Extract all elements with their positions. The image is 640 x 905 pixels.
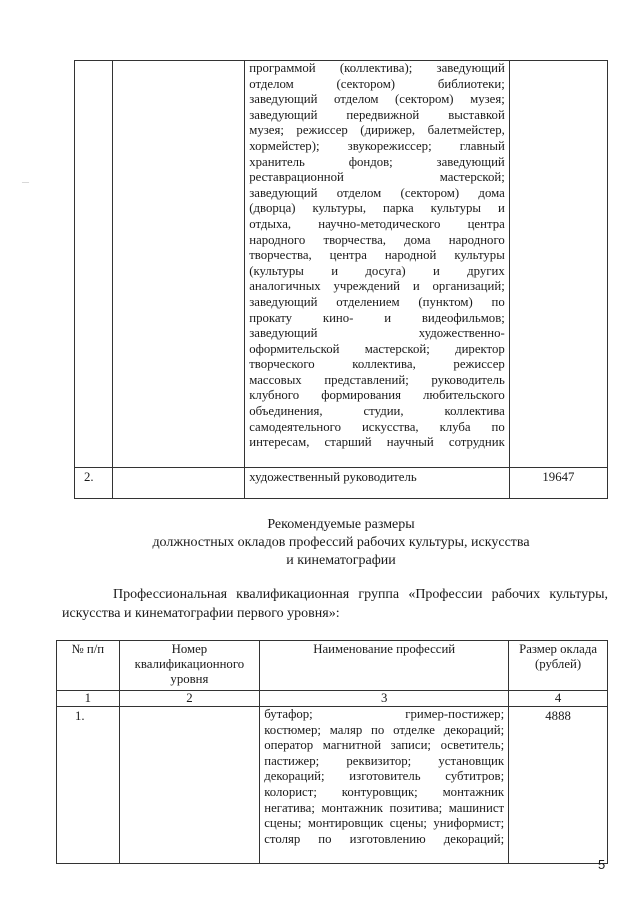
text-line: музея; режиссер (дирижер, балетмейстер,	[249, 123, 505, 138]
table-row	[57, 707, 608, 864]
text-line: негатива; монтажник позитива; машинист	[264, 800, 505, 815]
salary-cell	[509, 61, 607, 468]
row-number-cell: 1.	[57, 707, 120, 864]
position-cell: художественный руководитель	[245, 468, 510, 499]
text-line: творчества, центра народной культуры	[249, 248, 505, 263]
section-title-line-2: должностных окладов профессий рабочих культуры, искусства	[152, 535, 530, 550]
text-line: массовых представлений; руководитель	[249, 372, 505, 387]
qualification-level-cell	[112, 468, 244, 499]
text-line: интересам, старший научный сотрудник	[249, 435, 505, 450]
text-line: декораций; изготовитель субтитров;	[264, 769, 505, 784]
table-row	[75, 468, 608, 499]
text-line: прокату кино- и видеофильмов;	[249, 310, 505, 325]
text-line: (дворца) культуры, парка культуры и	[249, 201, 505, 216]
text-line: заведующий отделом (сектором) дома	[249, 185, 505, 200]
column-index-row	[57, 691, 608, 707]
salary-value: 4888	[509, 707, 608, 864]
row-number-cell: 2.	[75, 468, 113, 499]
text-line: аналогичных учреждений и организаций;	[249, 279, 505, 294]
text-line: (культуры и досуга) и других	[249, 263, 505, 278]
text-line: народного творчества, дома народного	[249, 232, 505, 247]
salary-table-workers	[56, 640, 608, 864]
header-professions: Наименование профессий	[260, 641, 509, 691]
positions-list	[245, 61, 509, 451]
text-line: заведующий передвижной выставкой	[249, 107, 505, 122]
table-header-row	[57, 641, 608, 691]
text-line: оператор магнитной записи; осветитель;	[264, 738, 505, 753]
column-index: 3	[260, 691, 509, 707]
text-line: хормейстер); звукорежиссер; главный	[249, 138, 505, 153]
header-salary: Размер оклада (рублей)	[509, 641, 608, 691]
column-index: 4	[509, 691, 608, 707]
text-line: объединения, студии, коллектива	[249, 404, 505, 419]
qualification-level-cell	[119, 707, 260, 864]
text-line: заведующий отделением (пунктом) по	[249, 294, 505, 309]
text-line: отдыха, научно-методического центра	[249, 216, 505, 231]
table-row	[75, 61, 608, 468]
header-qualification-level: Номер квалификационного уровня	[119, 641, 260, 691]
header-number: № п/п	[57, 641, 120, 691]
text-line: заведующий художественно-	[249, 326, 505, 341]
text-line: программой (коллектива); заведующий	[249, 61, 505, 75]
text-line: оформительской мастерской; директор	[249, 341, 505, 356]
text-line: реставрационной мастерской;	[249, 170, 505, 185]
text-line: клубного формирования любительского	[249, 388, 505, 403]
page-number: 5	[598, 857, 606, 872]
scan-margin-mark: —	[22, 178, 29, 186]
qualification-group-intro: Профессиональная квалификационная группа «Профессии рабочих культуры, искусства и кинематографии первого уровня»:	[62, 587, 608, 621]
text-line: костюмер; маляр по отделке декораций;	[264, 722, 505, 737]
salary-value: 19647	[509, 468, 607, 499]
text-line: колорист; контуровщик; монтажник	[264, 784, 505, 799]
column-index: 2	[119, 691, 260, 707]
text-line: хранитель фондов; заведующий	[249, 154, 505, 169]
professions-list	[260, 707, 508, 847]
section-title-line-1: Рекомендуемые размеры	[267, 517, 415, 532]
salary-table-continued	[74, 60, 608, 499]
text-line: отделом (сектором) библиотеки;	[249, 76, 505, 91]
positions-cell	[245, 61, 510, 468]
row-number-cell	[75, 61, 113, 468]
text-line: самодеятельного искусства, клуба по	[249, 419, 505, 434]
column-index: 1	[57, 691, 120, 707]
text-line: сцены; монтировщик сцены; униформист;	[264, 816, 505, 831]
section-title-line-3: и кинематографии	[286, 553, 396, 568]
text-line: заведующий отделом (сектором) музея;	[249, 92, 505, 107]
text-line: творческого коллектива, режиссер	[249, 357, 505, 372]
text-line: пастижер; реквизитор; установщик	[264, 753, 505, 768]
professions-cell	[260, 707, 509, 864]
text-line: столяр по изготовлению декораций;	[264, 831, 505, 846]
qualification-level-cell	[112, 61, 244, 468]
text-line: бутафор; гример-постижер;	[264, 707, 505, 721]
